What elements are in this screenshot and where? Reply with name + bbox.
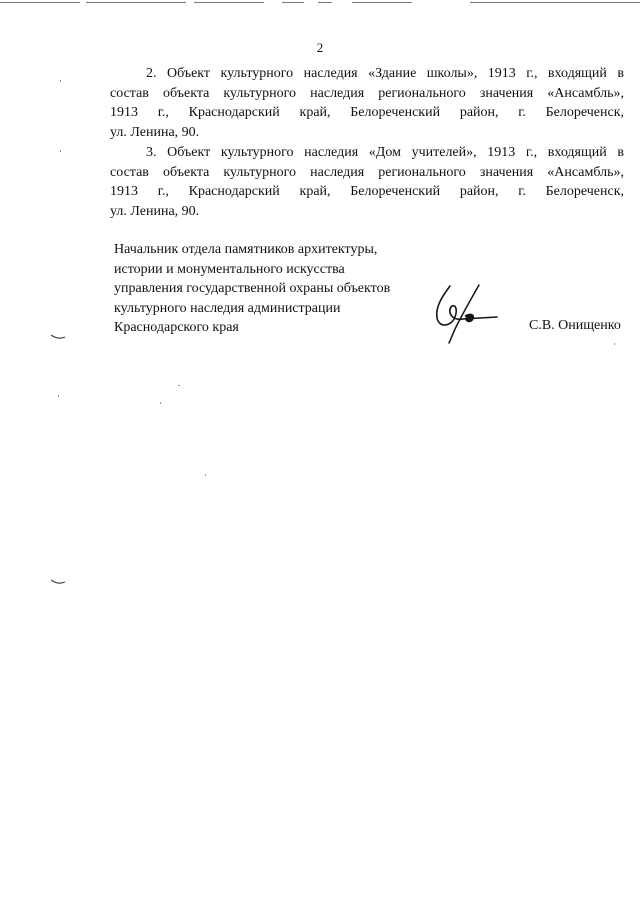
scan-speck (60, 80, 61, 82)
item-line: 3. Объект культурного наследия «Дом учителей», 1913 г., входящий в (146, 145, 624, 160)
scan-mark (50, 333, 66, 341)
position-line: Начальник отдела памятников архитектуры, (114, 242, 378, 257)
scan-speck (614, 343, 615, 345)
scan-speck (178, 385, 180, 386)
scan-speck (60, 150, 61, 152)
scan-speck (160, 402, 161, 404)
page-number: 2 (316, 40, 324, 55)
scan-speck (58, 395, 59, 397)
position-line: Краснодарского края (114, 320, 239, 335)
signer-name: С.В. Онищенко (529, 318, 621, 333)
position-line: управления государственной охраны объектов (114, 281, 391, 296)
scan-speck (205, 474, 206, 476)
item-line: ул. Ленина, 90. (110, 124, 200, 140)
signatory-position (114, 240, 424, 338)
item-line: состав объекта культурного наследия регионального значения «Ансамбль», (110, 164, 624, 180)
position-line: культурного наследия администрации (114, 300, 341, 316)
scan-top-edge (0, 2, 640, 4)
list-item-teachers-house (110, 143, 624, 221)
scan-mark (50, 578, 66, 586)
list-item-school-building (110, 64, 624, 142)
item-line: 2. Объект культурного наследия «Здание школы», 1913 г., входящий в (146, 66, 624, 81)
item-line: 1913 г., Краснодарский край, Белореченский район, г. Белореченск, (110, 184, 624, 200)
item-line: состав объекта культурного наследия регионального значения «Ансамбль», (110, 85, 624, 101)
item-line: 1913 г., Краснодарский край, Белореченский район, г. Белореченск, (110, 105, 624, 121)
item-line: ул. Ленина, 90. (110, 203, 200, 219)
handwritten-signature (425, 283, 500, 345)
position-line: истории и монументального искусства (114, 261, 345, 277)
